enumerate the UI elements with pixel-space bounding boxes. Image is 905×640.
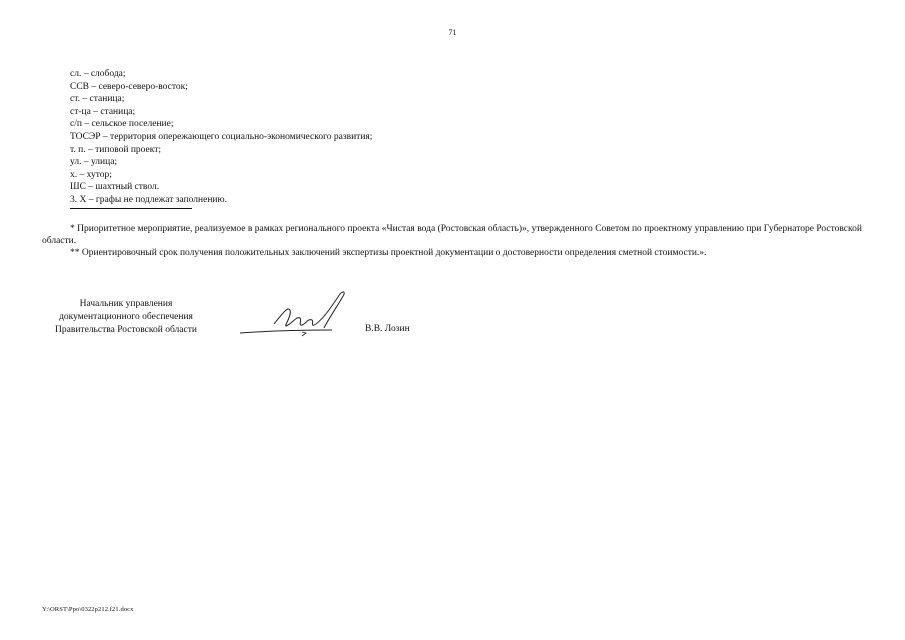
abbreviation-item: ТОСЭР – территория опережающего социально-экономического развития; [70,131,373,142]
file-path: Y:\ORST\Ppo\0322p212.f21.docx [42,606,134,613]
abbreviation-item: т. п. – типовой проект; [70,144,162,155]
note-x-columns: 3. Х – графы не подлежат заполнению. [70,194,227,205]
abbreviation-item: сл. – слобода; [70,69,126,79]
footnote-separator [70,208,192,209]
signer-position-line: Правительства Ростовской области [55,324,197,335]
abbreviation-item: ШС – шахтный ствол. [70,182,160,193]
signer-position [40,298,212,336]
page-number: 71 [448,28,457,37]
abbreviation-item: ССВ – северо-северо-восток; [70,81,188,92]
signer-position-line: документационного обеспечения [59,311,193,322]
signer-name: В.В. Лозин [365,324,410,334]
abbreviation-item: х. – хутор; [70,169,112,180]
footnotes [42,224,862,260]
handwritten-signature [236,288,354,340]
abbreviation-item: с/п – сельское поселение; [70,119,174,130]
signer-position-line: Начальник управления [79,299,173,309]
abbreviation-item: ул. – улица; [70,157,118,168]
abbreviation-item: ст-ца – станица; [70,106,136,117]
abbreviations-list [70,68,372,207]
abbreviation-item: ст. – станица; [70,94,125,105]
footnote-approximate-date: ** Ориентировочный срок получения положительных заключений экспертизы проектной документации о достоверности определения сметной стоимости.». [70,248,707,258]
footnote-priority-measure: * Приоритетное мероприятие, реализуемое в рамках регионального проекта «Чистая вода (Ростовская область)», утвержденного Советом по проектному управлению при Губернаторе Ростовской области. [42,224,862,246]
